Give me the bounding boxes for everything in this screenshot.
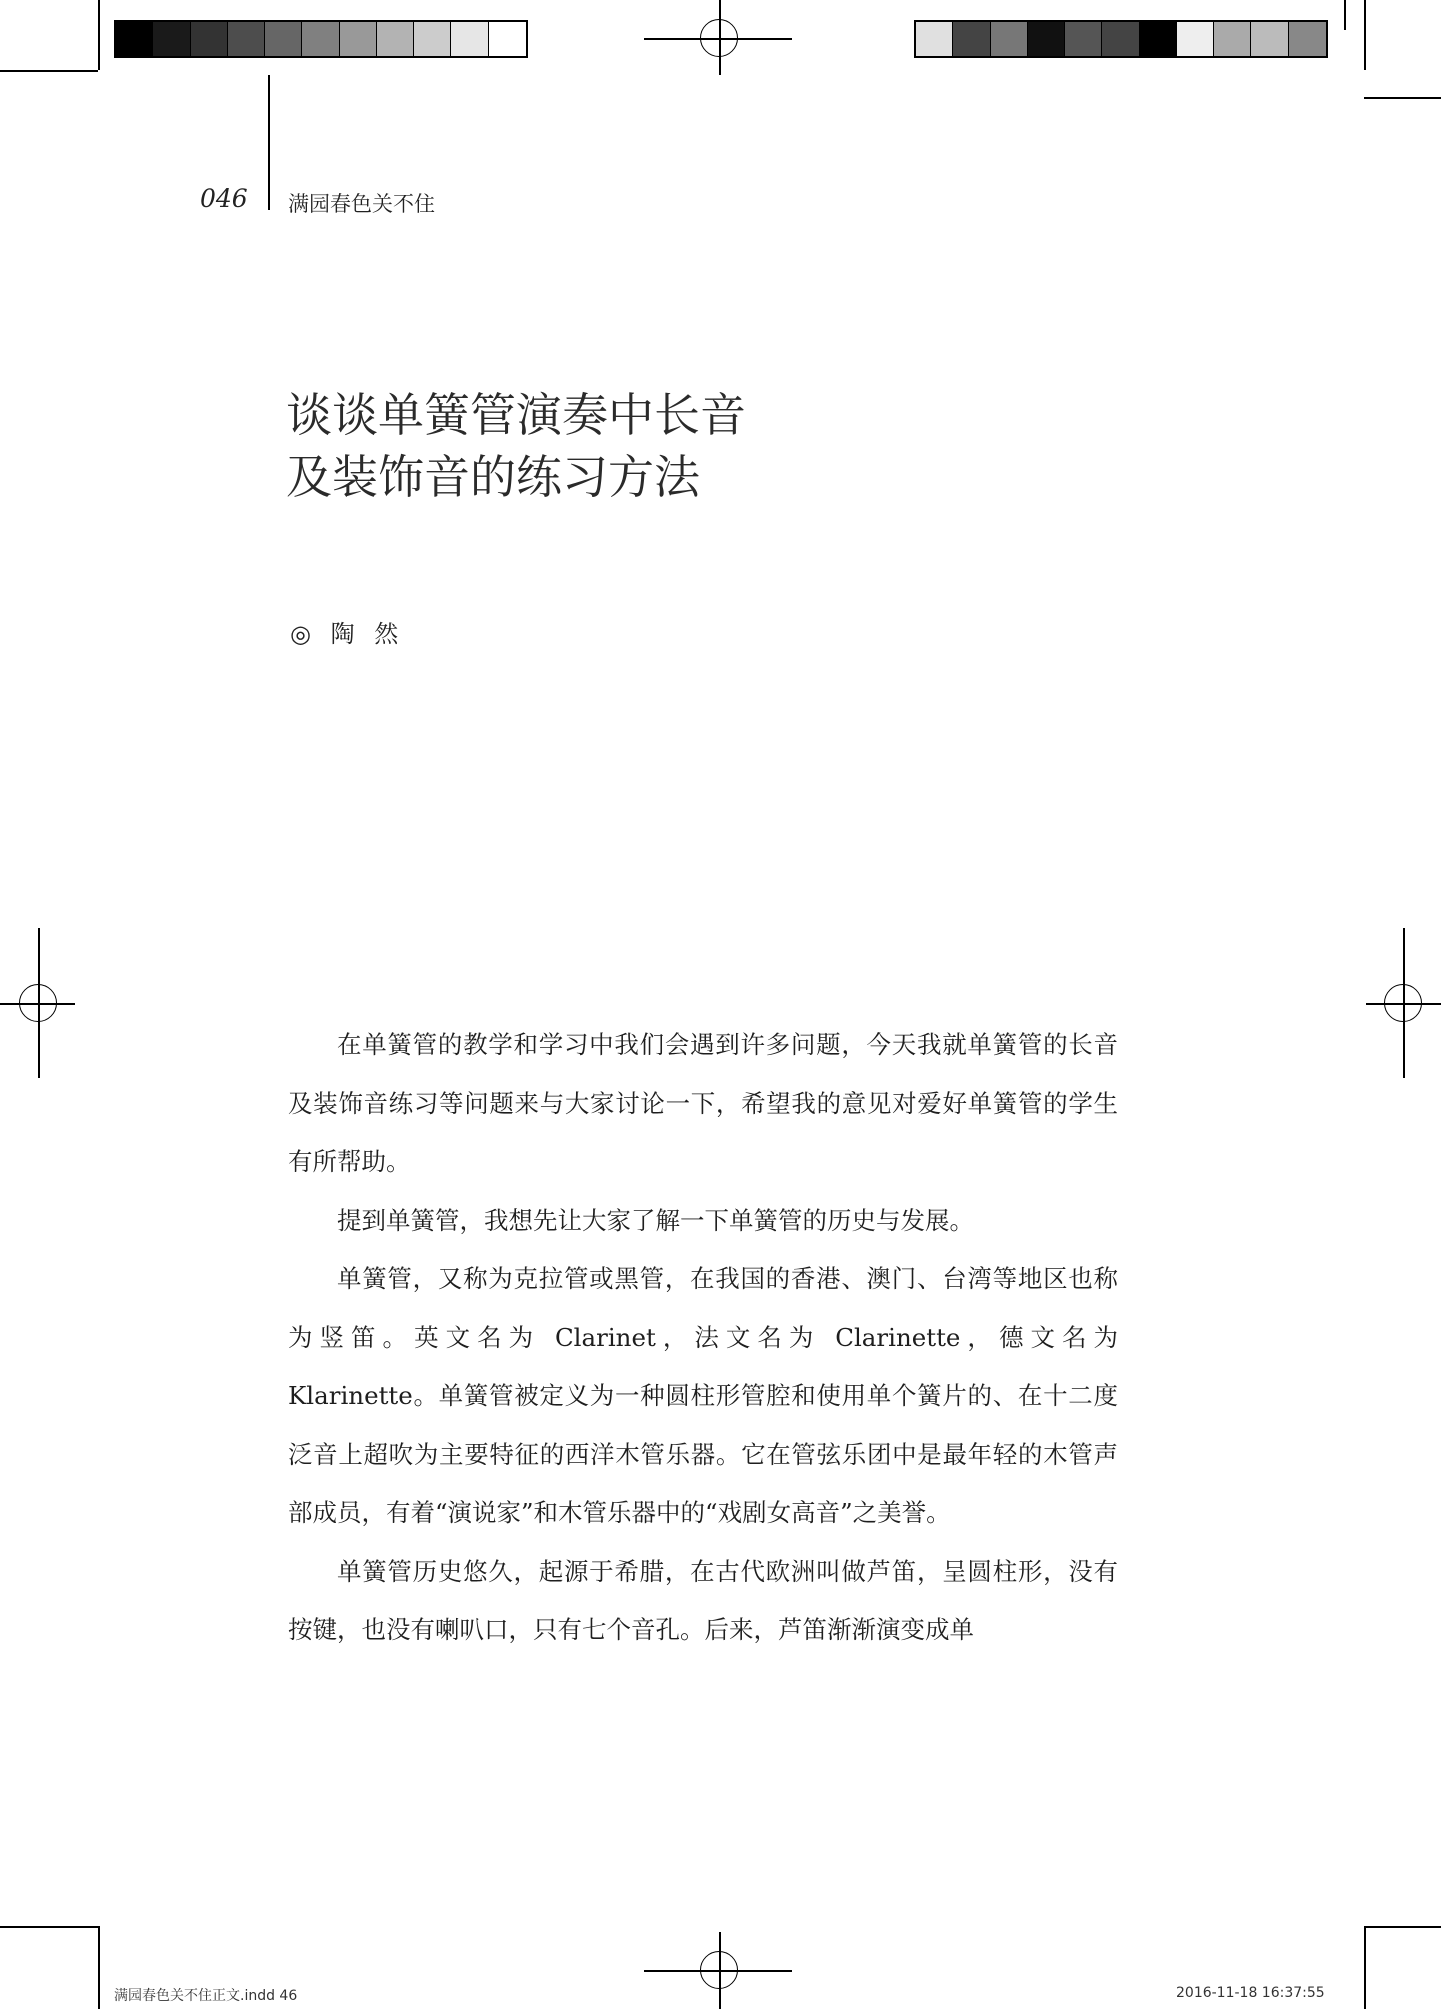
- color-calibration-bar: [114, 20, 528, 58]
- article-title-line: 及装饰音的练习方法: [286, 450, 700, 504]
- color-swatch: [228, 22, 265, 56]
- author-byline: ◎ 陶 然: [290, 620, 405, 648]
- registration-mark: [700, 19, 738, 57]
- crop-mark: [1364, 1926, 1366, 2009]
- crop-mark: [1364, 1926, 1441, 1928]
- body-paragraph: 单簧管历史悠久，起源于希腊，在古代欧洲叫做芦笛，呈圆柱形，没有按键，也没有喇叭口，只有七个音孔。后来，芦笛渐渐演变成单: [288, 1556, 1118, 1644]
- header-divider: [268, 75, 270, 210]
- color-swatch: [1028, 22, 1065, 56]
- color-swatch: [1214, 22, 1251, 56]
- crop-mark: [0, 1926, 98, 1928]
- color-swatch: [1177, 22, 1214, 56]
- body-paragraph: 在单簧管的教学和学习中我们会遇到许多问题，今天我就单簧管的长音及装饰音练习等问题来与大家讨论一下，希望我的意见对爱好单簧管的学生有所帮助。: [288, 1030, 1118, 1176]
- color-swatch: [265, 22, 302, 56]
- color-calibration-bar: [914, 20, 1328, 58]
- registration-mark: [1384, 984, 1422, 1022]
- color-swatch: [991, 22, 1028, 56]
- color-swatch: [116, 22, 153, 56]
- slug-timestamp: 2016-11-18 16:37:55: [1176, 1985, 1325, 2001]
- article-body: [288, 1016, 1118, 1660]
- color-swatch: [916, 22, 953, 56]
- slug-file-info: 满园春色关不住正文.indd 46: [114, 1988, 298, 2004]
- color-swatch: [451, 22, 488, 56]
- crop-mark: [98, 0, 100, 70]
- color-swatch: [1102, 22, 1139, 56]
- article-title-line: 谈谈单簧管演奏中长音: [286, 388, 746, 442]
- running-header-title: 满园春色关不住: [288, 192, 435, 216]
- crop-mark: [1364, 97, 1441, 99]
- color-swatch: [191, 22, 228, 56]
- color-swatch: [953, 22, 990, 56]
- color-swatch: [1251, 22, 1288, 56]
- body-paragraph: 单簧管，又称为克拉管或黑管，在我国的香港、澳门、台湾等地区也称为竖笛。英文名为 Clarinet，法文名为 Clarinette，德文名为 Klarinette。单簧管被定义为一种圆柱形管腔和使用单个簧片的、在十二度泛音上超吹为主要特征的西洋木管乐器。它在管弦乐团中是最年轻的木管声部成员，有着“演说家”和木管乐器中的“戏剧女高音”之美誉。: [288, 1264, 1118, 1527]
- color-swatch: [1289, 22, 1326, 56]
- color-swatch: [1065, 22, 1102, 56]
- crop-mark: [1344, 0, 1346, 30]
- color-swatch: [377, 22, 414, 56]
- registration-mark: [700, 1951, 738, 1989]
- body-paragraph: 提到单簧管，我想先让大家了解一下单簧管的历史与发展。: [337, 1205, 974, 1235]
- color-swatch: [489, 22, 526, 56]
- color-swatch: [340, 22, 377, 56]
- color-swatch: [302, 22, 339, 56]
- article-title: [286, 384, 746, 508]
- color-swatch: [153, 22, 190, 56]
- color-swatch: [1140, 22, 1177, 56]
- crop-mark: [98, 1926, 100, 2009]
- page-number: 046: [200, 184, 248, 213]
- crop-mark: [0, 70, 98, 72]
- color-swatch: [414, 22, 451, 56]
- registration-mark: [19, 984, 57, 1022]
- crop-mark: [1364, 0, 1366, 70]
